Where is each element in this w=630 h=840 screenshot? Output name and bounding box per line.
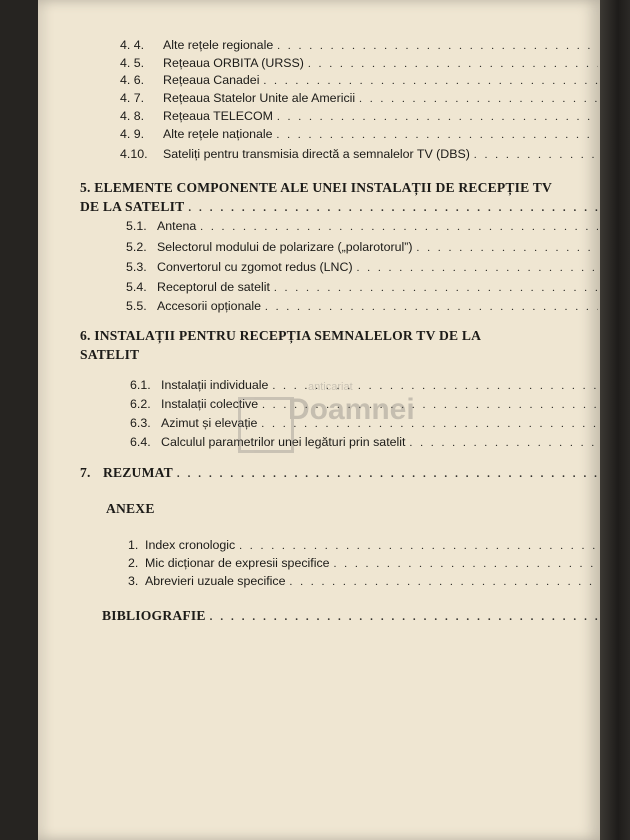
leader-dots xyxy=(274,282,598,294)
entry-title: Instalații individuale xyxy=(161,378,269,392)
leader-dots xyxy=(410,437,599,449)
toc-entry xyxy=(130,378,624,392)
toc-entry xyxy=(126,219,624,233)
leader-dots xyxy=(261,418,598,430)
leader-dots xyxy=(210,611,598,623)
entry-number: 2. xyxy=(128,556,139,570)
book-page xyxy=(38,0,602,840)
toc-entry xyxy=(80,347,624,363)
leader-dots xyxy=(359,93,598,105)
leader-dots xyxy=(417,242,598,254)
chapter-title: REZUMAT xyxy=(103,465,173,480)
chapter-title-line1: ELEMENTE COMPONENTE ALE UNEI INSTALAȚII DE RECEPȚIE TV xyxy=(94,180,553,195)
entry-title: Alte rețele regionale xyxy=(163,38,274,52)
toc-entry xyxy=(120,56,624,70)
toc-entry xyxy=(126,240,624,254)
entry-number: 4. 6. xyxy=(120,73,145,87)
toc-entry xyxy=(126,280,624,294)
entry-title: Accesorii opționale xyxy=(157,299,262,313)
entry-number: 4. 4. xyxy=(120,38,145,52)
entry-title: Convertorul cu zgomot redus (LNC) xyxy=(157,260,353,274)
book-spine xyxy=(600,0,630,840)
entry-number: 4.10. xyxy=(120,147,148,161)
entry-title: Index cronologic xyxy=(145,538,236,552)
chapter-title: BIBLIOGRAFIE xyxy=(102,608,206,623)
chapter-number: 5. xyxy=(80,180,91,195)
toc-entry xyxy=(120,91,624,105)
leader-dots xyxy=(308,58,598,70)
entry-number: 5.4. xyxy=(126,280,147,294)
entry-title: Rețeaua Canadei xyxy=(163,73,260,87)
toc-entry xyxy=(130,416,624,430)
leader-dots xyxy=(262,399,598,411)
entry-number: 4. 9. xyxy=(120,127,145,141)
toc-entry xyxy=(120,127,624,141)
toc-entry xyxy=(120,73,624,87)
entry-number: 5.2. xyxy=(126,240,147,254)
leader-dots xyxy=(188,202,598,214)
entry-number: 1. xyxy=(128,538,139,552)
entry-number: 4. 7. xyxy=(120,91,145,105)
toc-entry xyxy=(80,465,624,481)
leader-dots xyxy=(277,40,598,52)
chapter-title-line2: DE LA SATELIT xyxy=(80,199,185,214)
entry-title: Rețeaua ORBITA (URSS) xyxy=(163,56,304,70)
leader-dots xyxy=(474,149,598,161)
entry-number: 6.3. xyxy=(130,416,151,430)
toc-entry xyxy=(126,260,624,274)
entry-title: Antena xyxy=(157,219,197,233)
leader-dots xyxy=(334,558,598,570)
toc-entry xyxy=(128,538,624,552)
toc-entry xyxy=(120,147,624,161)
chapter-heading xyxy=(80,328,481,344)
leader-dots xyxy=(177,468,598,480)
watermark-big-text: Doamnei xyxy=(288,393,415,426)
entry-number: 4. 8. xyxy=(120,109,145,123)
toc-entry xyxy=(120,109,624,123)
entry-number: 5.5. xyxy=(126,299,147,313)
section-heading: ANEXE xyxy=(106,501,155,516)
entry-title: Abrevieri uzuale specifice xyxy=(145,574,286,588)
entry-title: Selectorul modului de polarizare („polarotorul”) xyxy=(157,240,413,254)
toc-entry xyxy=(102,608,624,624)
leader-dots xyxy=(357,262,598,274)
entry-number: 3. xyxy=(128,574,139,588)
leader-dots xyxy=(239,540,598,552)
leader-dots xyxy=(265,301,598,313)
chapter-title-line1: INSTALAȚII PENTRU RECEPȚIA SEMNALELOR TV DE LA xyxy=(94,328,482,343)
toc-entry xyxy=(80,199,624,215)
chapter-number: 6. xyxy=(80,328,91,343)
entry-title: Azimut și elevație xyxy=(161,416,258,430)
leader-dots xyxy=(277,111,598,123)
entry-title: Calculul parametrilor unei legături prin satelit xyxy=(161,435,406,449)
toc-entry xyxy=(128,574,624,588)
toc-entry xyxy=(128,556,624,570)
entry-title: Mic dicționar de expresii specifice xyxy=(145,556,330,570)
entry-number: 6.2. xyxy=(130,397,151,411)
toc-entry xyxy=(126,299,624,313)
leader-dots xyxy=(290,576,599,588)
entry-title: Receptorul de satelit xyxy=(157,280,270,294)
entry-number: 4. 5. xyxy=(120,56,145,70)
leader-dots xyxy=(200,221,598,233)
entry-title: Rețeaua TELECOM xyxy=(163,109,273,123)
toc-entry xyxy=(130,435,624,449)
entry-title: Instalații colective xyxy=(161,397,259,411)
entry-number: 5.1. xyxy=(126,219,147,233)
toc-entry xyxy=(120,38,624,52)
leader-dots xyxy=(277,129,598,141)
entry-number: 6.4. xyxy=(130,435,151,449)
watermark-small-text: anticariat xyxy=(308,381,353,393)
toc-entry xyxy=(130,397,624,411)
entry-title: Alte rețele naționale xyxy=(163,127,273,141)
entry-title: Rețeaua Statelor Unite ale Americii xyxy=(163,91,356,105)
entry-number: 6.1. xyxy=(130,378,151,392)
entry-title: Sateliți pentru transmisia directă a semnalelor TV (DBS) xyxy=(163,147,470,161)
entry-number: 5.3. xyxy=(126,260,147,274)
leader-dots xyxy=(263,75,598,87)
leader-dots xyxy=(272,380,598,392)
chapter-heading xyxy=(80,180,552,196)
chapter-number: 7. xyxy=(80,465,91,480)
chapter-title-line2: SATELIT xyxy=(80,347,140,362)
